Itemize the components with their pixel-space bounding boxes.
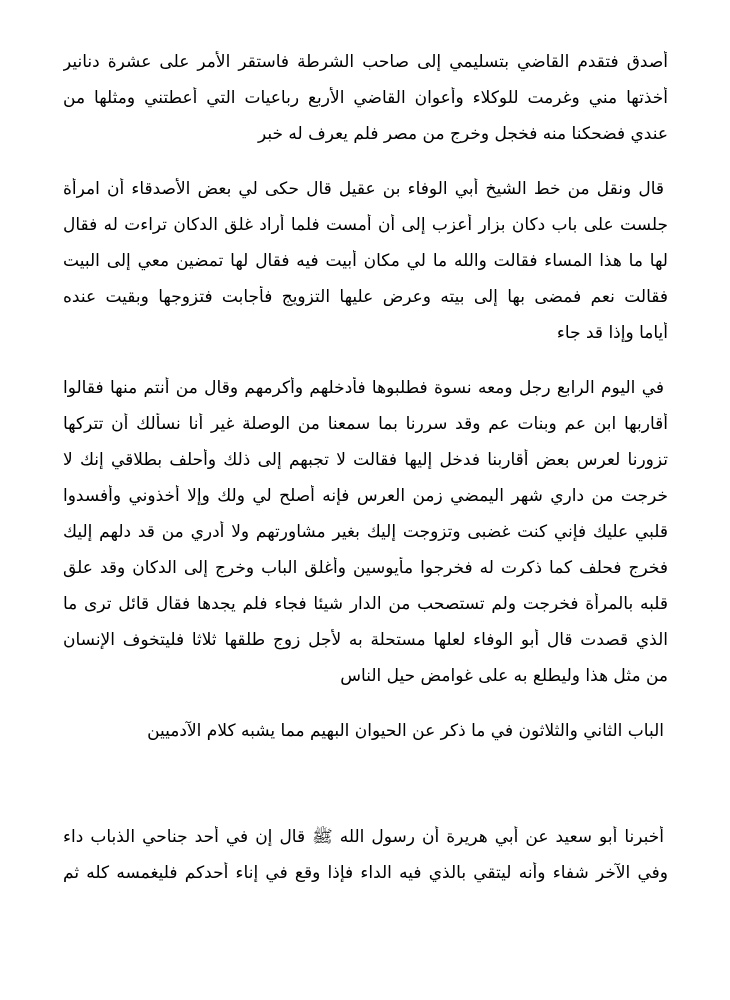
paragraph-1-line-3: عندي فضحكنا منه فخجل وخرج من مصر فلم يعرف له خبر <box>257 124 668 144</box>
paragraph-3-line-9: من مثل هذا وليطلع به على غوامض حيل الناس <box>340 666 668 686</box>
paragraph-2-line-3: لها ما هذا المساء فقالت والله ما لي مكان أبيت فيه فقال لها تمضين معي إلى البيت <box>63 251 668 271</box>
paragraph-2-line-1: قال ونقل من خط الشيخ أبي الوفاء بن عقيل قال حكى لي بعض الأصدقاء أن امرأة <box>63 179 664 199</box>
paragraph-1-line-1: أصدق فتقدم القاضي بتسليمي إلى صاحب الشرطة فاستقر الأمر على عشرة دنانير <box>63 52 668 72</box>
paragraph-3-line-4: خرجت من داري شهر اليمضي زمن العرس فإنه أصلح لي ولك وإلا أخذوني وأفسدوا <box>63 486 668 506</box>
paragraph-3-line-8: الذي قصدت قال أبو الوفاء لعلها مستحلة به لأجل زوج طلقها ثلاثا فليتخوف الإنسان <box>63 630 668 650</box>
paragraph-5-line-2: وفي الآخر شفاء وأنه ليتقي بالذي فيه الداء فإذا وقع في إناء أحدكم فليغمسه كله ثم <box>63 863 668 883</box>
paragraph-3-line-6: فخرج فحلف كما ذكرت له فخرجوا مأيوسين وأغلق الباب وخرج إلى الدكان وقد علق <box>63 558 668 578</box>
paragraph-3-line-5: قلبي عليك فإني كنت غضبى وتزوجت إليك بغير مشاورتهم ولا أدري من قد دلهم إليك <box>63 522 668 542</box>
paragraph-3-line-1: في اليوم الرابع رجل ومعه نسوة فطلبوها فأدخلهم وأكرمهم وقال من أنتم منها فقالوا <box>63 378 664 398</box>
paragraph-2-line-2: جلست على باب دكان بزار أعزب إلى أن أمست فلما أراد غلق الدكان تراءت له فقال <box>63 215 668 235</box>
paragraph-3-line-2: أقاربها ابن عم وبنات عم وقد سررنا بما سمعنا من الوصلة غير أنا نسألك أن تتركها <box>63 414 668 434</box>
paragraph-2-line-4: فقالت نعم فمضى بها إلى بيته وعرض عليها التزويج فأجابت فتزوجها وبقيت عنده <box>63 287 668 307</box>
paragraph-1-line-2: أخذتها مني وغرمت للوكلاء وأعوان القاضي الأربع رباعيات التي أعطتني ومثلها من <box>63 88 668 108</box>
paragraph-3-line-3: تزورنا لعرس بعض أقاربنا فدخل إليها فقالت لا تجبهم إلى ذلك وأحلف بطلاقي إنك لا <box>63 450 668 470</box>
paragraph-5-line-1: أخبرنا أبو سعيد عن أبي هريرة أن رسول الله ﷺ قال إن في أحد جناحي الذباب داء <box>63 827 664 847</box>
chapter-heading: الباب الثاني والثلاثون في ما ذكر عن الحيوان البهيم مما يشبه كلام الآدميين <box>147 721 664 741</box>
paragraph-3-line-7: قلبه بالمرأة فخرجت ولم تستصحب من الدار شيئا فجاء فلم يجدها فقال قائل ترى ما <box>63 594 668 614</box>
paragraph-2-line-5: أياما وإذا قد جاء <box>556 323 668 343</box>
